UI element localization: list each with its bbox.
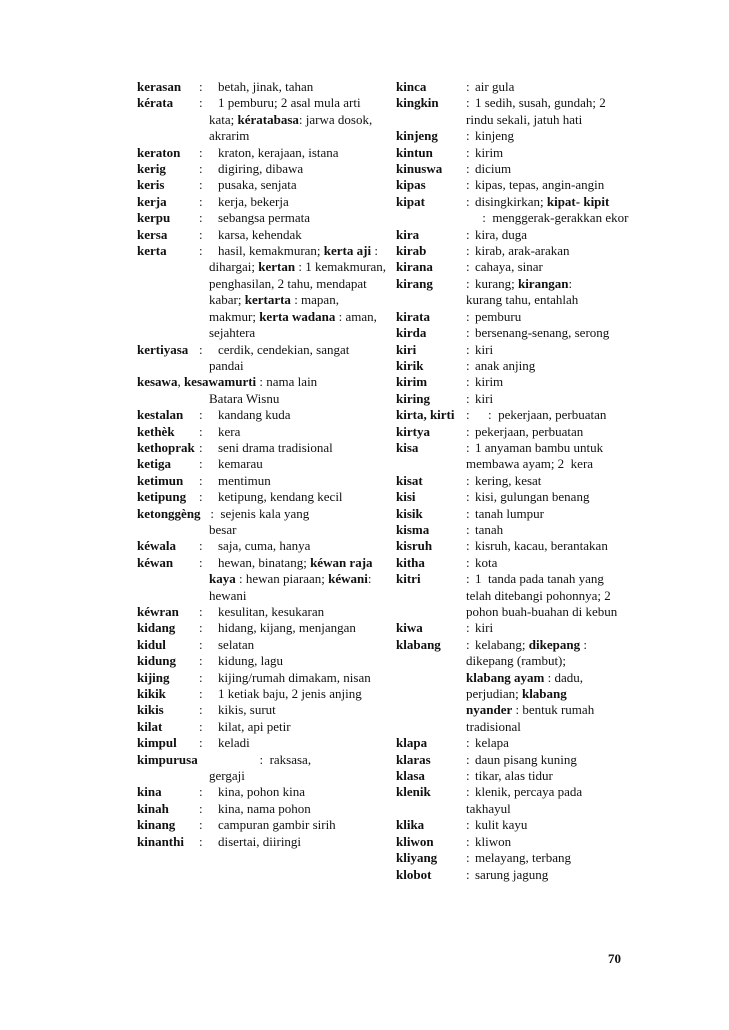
definition: kelapa	[475, 735, 509, 751]
dictionary-entry	[396, 145, 629, 161]
headword: kertiyasa	[137, 341, 189, 357]
entry-continuation: gergaji	[209, 768, 245, 784]
dictionary-entry	[137, 489, 387, 505]
headword: kikis	[137, 702, 164, 718]
headword: klobot	[396, 866, 432, 882]
dictionary-entry	[137, 817, 387, 833]
entry-continuation: dikepang (rambut); klabang ayam : dadu, perjudian; klabang nyander : bentuk rumah tradisional	[466, 653, 595, 734]
headword: kitha	[396, 554, 425, 570]
dictionary-entry	[396, 177, 629, 193]
headword: kidung	[137, 653, 177, 669]
dictionary-entry	[137, 161, 387, 177]
definition: kurang; kirangan:	[475, 275, 573, 291]
separator: :	[466, 390, 470, 406]
definition: kirab, arak-arakan	[475, 243, 570, 259]
separator: :	[466, 866, 470, 882]
separator: :	[199, 193, 203, 209]
headword: kisma	[396, 521, 430, 537]
separator: :	[199, 210, 203, 226]
headword: kiring	[396, 390, 430, 406]
headword: kerpu	[137, 210, 171, 226]
dictionary-entry	[137, 538, 387, 554]
separator: :	[466, 833, 470, 849]
dictionary-entry	[137, 95, 387, 144]
definition: pusaka, senjata	[218, 177, 297, 193]
definition: kijing/rumah dimakam, nisan	[218, 669, 371, 685]
entry-continuation: membawa ayam; 2 kera	[466, 456, 594, 472]
dictionary-entry	[396, 342, 629, 358]
headword: kidang	[137, 620, 176, 636]
separator: :	[199, 636, 203, 652]
headword: kersa	[137, 226, 168, 242]
definition: kira, duga	[475, 226, 527, 242]
separator: :	[199, 243, 203, 259]
definition: kota	[475, 554, 498, 570]
separator: :	[466, 571, 470, 587]
headword: kirata	[396, 308, 430, 324]
definition: daun pisang kuning	[475, 751, 577, 767]
separator: :	[199, 817, 203, 833]
definition: kisruh, kacau, berantakan	[475, 538, 608, 554]
definition: kikis, surut	[218, 702, 276, 718]
dictionary-entry	[396, 506, 629, 522]
headword: kintun	[396, 144, 433, 160]
separator: :	[466, 177, 470, 193]
entry-continuation: telah ditebangi pohonnya; 2 pohon buah-buahan di kebun	[466, 587, 618, 619]
dictionary-entry	[396, 637, 629, 735]
dictionary-entry	[137, 637, 387, 653]
separator: :	[199, 423, 203, 439]
definition: ketipung, kendang kecil	[218, 489, 343, 505]
dictionary-entry	[137, 407, 387, 423]
separator: :	[466, 538, 470, 554]
definition: disingkirkan; kipat- kipit	[475, 193, 610, 209]
headword: kisa	[396, 439, 419, 455]
definition: kirim	[475, 144, 504, 160]
separator: :	[199, 472, 203, 488]
definition: kipas, tepas, angin-angin	[475, 177, 605, 193]
separator: :	[466, 95, 470, 111]
separator: :	[199, 735, 203, 751]
dictionary-entry	[137, 620, 387, 636]
dictionary-entry	[137, 145, 387, 161]
separator: :	[466, 636, 470, 652]
definition: kandang kuda	[218, 407, 291, 423]
headword: kirta, kirti	[396, 407, 455, 423]
definition: dicium	[475, 161, 512, 177]
separator: :	[199, 177, 203, 193]
dictionary-entry	[137, 177, 387, 193]
separator: :	[199, 341, 203, 357]
definition: kidung, lagu	[218, 653, 283, 669]
headword: kirda	[396, 325, 427, 341]
left-column	[137, 79, 390, 850]
headword: ketiga	[137, 456, 171, 472]
headword: kiri	[396, 341, 417, 357]
definition: kering, kesat	[475, 472, 542, 488]
dictionary-entry	[137, 424, 387, 440]
headword: kerta	[137, 243, 167, 259]
definition: kraton, kerajaan, istana	[218, 144, 339, 160]
right-column	[396, 79, 629, 883]
headword: kitri	[396, 571, 421, 587]
separator: :	[466, 751, 470, 767]
definition: kiri	[475, 620, 494, 636]
separator: :	[466, 128, 470, 144]
separator: :	[199, 538, 203, 554]
separator: :	[199, 702, 203, 718]
dictionary-entry	[396, 259, 629, 275]
headword: kerasan	[137, 79, 182, 94]
dictionary-entry	[396, 440, 629, 473]
dictionary-entry	[396, 489, 629, 505]
separator: :	[466, 768, 470, 784]
dictionary-entry	[396, 407, 629, 423]
separator: :	[466, 554, 470, 570]
entry-continuation: kurang tahu, entahlah	[466, 292, 579, 308]
separator: :	[466, 144, 470, 160]
headword: kéwala	[137, 538, 176, 554]
definition: 1 anyaman bambu untuk	[475, 439, 604, 455]
headword: kirana	[396, 259, 433, 275]
headword: kirim	[396, 374, 428, 390]
dictionary-entry	[137, 784, 387, 800]
separator: :	[466, 735, 470, 751]
separator: :	[199, 144, 203, 160]
dictionary-entry	[137, 243, 390, 341]
dictionary-entry	[137, 456, 387, 472]
dictionary-entry	[396, 850, 629, 866]
headword: kidul	[137, 636, 166, 652]
definition: kesulitan, kesukaran	[218, 604, 325, 619]
separator: :	[466, 341, 470, 357]
separator: :	[466, 259, 470, 275]
headword: kinang	[137, 817, 176, 833]
headword: kéwran	[137, 604, 179, 619]
definition: kulit kayu	[475, 817, 528, 833]
separator: :	[466, 505, 470, 521]
definition: kiri	[475, 390, 494, 406]
dictionary-entry	[396, 768, 629, 784]
dictionary-entry	[137, 194, 387, 210]
definition: sarung jagung	[475, 866, 549, 882]
definition: kiri	[475, 341, 494, 357]
definition: tikar, alas tidur	[475, 768, 553, 784]
dictionary-entry	[137, 670, 387, 686]
dictionary-entry	[137, 79, 387, 95]
definition: sebangsa permata	[218, 210, 311, 226]
headword: klenik	[396, 784, 431, 800]
headword: kinanthi	[137, 833, 184, 849]
definition: anak anjing	[475, 357, 536, 373]
headword: klabang	[396, 636, 441, 652]
headword: kira	[396, 226, 420, 242]
definition: keladi	[218, 735, 250, 751]
dictionary-entry	[137, 555, 387, 604]
definition: tanah lumpur	[475, 505, 544, 521]
definition: kinjeng	[475, 128, 514, 144]
separator: :	[466, 817, 470, 833]
definition: melayang, terbang	[475, 850, 572, 866]
headword: kisik	[396, 505, 423, 521]
definition: kina, pohon kina	[218, 784, 306, 800]
page-number: 70	[608, 951, 621, 966]
definition: klenik, percaya pada	[475, 784, 583, 800]
headword: kimpul	[137, 735, 177, 751]
separator: :	[466, 357, 470, 373]
definition: mentimun	[218, 472, 271, 488]
headword: kirab	[396, 243, 427, 259]
separator: :	[466, 784, 470, 800]
separator: :	[466, 161, 470, 177]
separator: :	[466, 226, 470, 242]
separator: :	[199, 653, 203, 669]
headword: kinca	[396, 79, 427, 94]
entry-continuation: : menggerak-gerakkan ekor	[466, 210, 629, 226]
headword: kestalan	[137, 407, 184, 423]
dictionary-entry	[137, 653, 387, 669]
dictionary-entry	[137, 440, 387, 456]
separator: :	[199, 833, 203, 849]
headword: kijing	[137, 669, 170, 685]
dictionary-entry	[396, 325, 629, 341]
headword: kisruh	[396, 538, 433, 554]
headword: kilat	[137, 718, 163, 734]
definition: pekerjaan, perbuatan	[475, 423, 584, 439]
separator: :	[466, 521, 470, 537]
separator: :	[199, 489, 203, 505]
headword: kerig	[137, 161, 166, 177]
definition: kerja, bekerja	[218, 193, 289, 209]
headword: kisat	[396, 472, 423, 488]
definition: kera	[218, 423, 241, 439]
dictionary-entry	[396, 374, 629, 390]
dictionary-entry	[396, 358, 629, 374]
separator: :	[466, 472, 470, 488]
dictionary-entry	[396, 391, 629, 407]
definition: kisi, gulungan benang	[475, 489, 590, 505]
definition: digiring, dibawa	[218, 161, 304, 177]
definition: kilat, api petir	[218, 718, 291, 734]
dictionary-entry	[396, 227, 629, 243]
definition: karsa, kehendak	[218, 226, 302, 242]
dictionary-entry	[396, 276, 629, 309]
separator: :	[199, 95, 203, 111]
separator: :	[199, 686, 203, 702]
separator: :	[466, 308, 470, 324]
separator: :	[199, 79, 203, 94]
headword: klapa	[396, 735, 428, 751]
separator: :	[199, 604, 203, 619]
definition: : pekerjaan, perbuatan	[475, 407, 607, 423]
dictionary-entry	[396, 752, 629, 768]
headword: ketipung	[137, 489, 187, 505]
definition: hasil, kemakmuran; kerta aji : dihargai; kertan : 1 kemakmuran, penghasilan, 2 tahu, mendapat kabar; kertarta : mapan, makmur; kerta wadana : aman, sejahtera	[209, 243, 390, 341]
definition: kina, nama pohon	[218, 800, 311, 816]
separator: :	[466, 374, 470, 390]
separator: :	[199, 800, 203, 816]
headword: kingkin	[396, 95, 439, 111]
dictionary-entry: ketonggèng : sejenis kala yang besar	[137, 506, 387, 539]
entry-continuation: rindu sekali, jatuh hati	[466, 111, 583, 127]
dictionary-entry	[396, 424, 629, 440]
entry-continuation: besar	[209, 521, 237, 537]
separator: :	[466, 850, 470, 866]
definition: cerdik, cendekian, sangat pandai	[209, 341, 353, 373]
headword: kinjeng	[396, 128, 438, 144]
headword: keris	[137, 177, 165, 193]
separator: :	[199, 620, 203, 636]
separator: :	[466, 423, 470, 439]
separator: :	[466, 193, 470, 209]
separator: :	[199, 226, 203, 242]
definition: 1 ketiak baju, 2 jenis anjing	[218, 686, 362, 702]
definition: kelabang; dikepang :	[475, 636, 587, 652]
separator: :	[466, 275, 470, 291]
separator: :	[199, 669, 203, 685]
dictionary-entry	[396, 555, 629, 571]
definition: air gula	[475, 79, 515, 94]
dictionary-entry	[396, 243, 629, 259]
dictionary-entry	[137, 702, 387, 718]
dictionary-entry	[396, 784, 629, 817]
definition: hidang, kijang, menjangan	[218, 620, 356, 636]
separator: :	[199, 718, 203, 734]
headword: kethoprak	[137, 439, 195, 455]
separator: :	[466, 489, 470, 505]
definition: campuran gambir sirih	[218, 817, 336, 833]
headword: kerja	[137, 193, 167, 209]
definition: betah, jinak, tahan	[218, 79, 314, 94]
headword: kina	[137, 784, 162, 800]
definition: bersenang-senang, serong	[475, 325, 610, 341]
definition: disertai, diiringi	[218, 833, 302, 849]
dictionary-entry	[396, 128, 629, 144]
dictionary-entry	[396, 817, 629, 833]
headword: kipat	[396, 193, 425, 209]
dictionary-entry	[137, 342, 387, 375]
dictionary-entry	[396, 834, 629, 850]
dictionary-entry	[396, 867, 629, 883]
separator: :	[466, 79, 470, 94]
definition: pemburu	[475, 308, 522, 324]
separator: :	[199, 407, 203, 423]
dictionary-entry	[396, 735, 629, 751]
dictionary-entry	[396, 194, 629, 227]
separator: :	[466, 620, 470, 636]
definition: 1 pemburu; 2 asal mula arti kata; kératabasa: jarwa dosok, akrarim	[209, 95, 376, 144]
definition: hewan, binatang; kéwan raja kaya : hewan piaraan; kéwani: hewani	[209, 554, 376, 603]
dictionary-entry	[137, 735, 387, 751]
dictionary-entry	[137, 686, 387, 702]
dictionary-entry	[137, 473, 387, 489]
dictionary-entry	[396, 538, 629, 554]
dictionary-entry	[396, 161, 629, 177]
dictionary-entry	[396, 571, 629, 620]
separator: :	[199, 456, 203, 472]
headword: kéwan	[137, 554, 174, 570]
definition: cahaya, sinar	[475, 259, 543, 275]
headword: kirang	[396, 275, 433, 291]
dictionary-entry	[396, 522, 629, 538]
headword: klika	[396, 817, 425, 833]
separator: :	[466, 325, 470, 341]
headword: kirtya	[396, 423, 430, 439]
separator: :	[466, 407, 470, 423]
headword: kipas	[396, 177, 426, 193]
dictionary-entry	[137, 604, 387, 620]
entry-continuation: Batara Wisnu	[209, 390, 280, 406]
dictionary-entry	[137, 801, 387, 817]
definition: selatan	[218, 636, 255, 652]
headword: kikik	[137, 686, 166, 702]
headword: kérata	[137, 95, 174, 111]
definition: tanah	[475, 521, 504, 537]
headword: klasa	[396, 768, 425, 784]
definition: kemarau	[218, 456, 263, 472]
separator: :	[199, 161, 203, 177]
separator: :	[466, 439, 470, 455]
headword: kliyang	[396, 850, 438, 866]
headword: ketimun	[137, 472, 184, 488]
headword: kinah	[137, 800, 169, 816]
dictionary-entry	[137, 834, 387, 850]
dictionary-entry	[137, 210, 387, 226]
headword: kiwa	[396, 620, 423, 636]
separator: :	[199, 554, 203, 570]
headword: kirik	[396, 357, 424, 373]
separator: :	[199, 784, 203, 800]
headword: kinuswa	[396, 161, 443, 177]
headword: kisi	[396, 489, 416, 505]
dictionary-entry: kesawa, kesawamurti : nama lain Batara Wisnu	[137, 374, 387, 407]
dictionary-entry	[396, 473, 629, 489]
separator: :	[466, 243, 470, 259]
dictionary-entry	[396, 309, 629, 325]
headword: kliwon	[396, 833, 434, 849]
dictionary-entry	[396, 95, 629, 128]
headword: klaras	[396, 751, 431, 767]
separator: :	[199, 439, 203, 455]
entry-continuation: takhayul	[466, 800, 511, 816]
definition: seni drama tradisional	[218, 439, 333, 455]
definition: kliwon	[475, 833, 512, 849]
definition: 1 sedih, susah, gundah; 2	[475, 95, 606, 111]
definition: 1 tanda pada tanah yang	[475, 571, 604, 587]
definition: kirim	[475, 374, 504, 390]
dictionary-entry	[396, 620, 629, 636]
definition: saja, cuma, hanya	[218, 538, 311, 554]
dictionary-entry	[137, 227, 387, 243]
dictionary-entry	[396, 79, 629, 95]
dictionary-entry	[137, 719, 387, 735]
headword: kethèk	[137, 423, 175, 439]
headword: keraton	[137, 144, 181, 160]
dictionary-entry: kimpurusa : raksasa, gergaji	[137, 752, 387, 785]
